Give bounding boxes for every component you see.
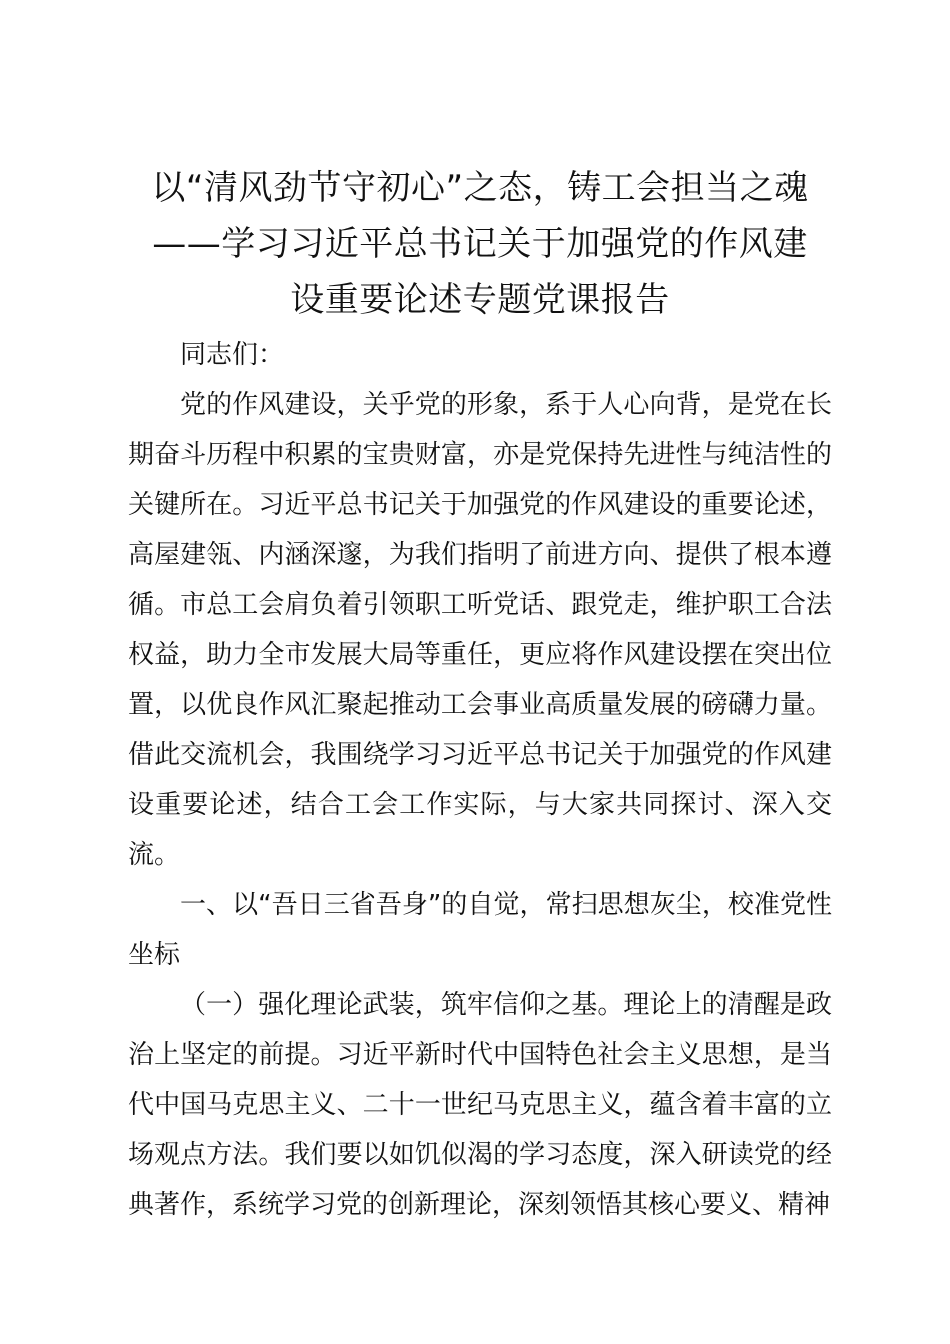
title-line-2: ——学习习近平总书记关于加强党的作风建 (152, 224, 808, 264)
section-heading-1: 一、以“吾日三省吾身”的自觉，常扫思想灰尘，校准党性坐标 (128, 890, 832, 970)
intro-paragraph: 党的作风建设，关乎党的形象，系于人心向背，是党在长期奋斗历程中积累的宝贵财富，亦是党保持先进性与纯洁性的关键所在。习近平总书记关于加强党的作风建设的重要论述，高屋建瓴、内涵深邃，为我们指明了前进方向、提供了根本遵循。市总工会肩负着引领职工听党话、跟党走，维护职工合法权益，助力全市发展大局等重任，更应将作风建设摆在突出位置，以优良作风汇聚起推动工会事业高质量发展的磅礴力量。借此交流机会，我围绕学习习近平总书记关于加强党的作风建设重要论述，结合工会工作实际，与大家共同探讨、深入交流。 (128, 390, 832, 870)
title-line-3: 设重要论述专题党课报告 (290, 280, 670, 320)
salutation: 同志们： (180, 340, 285, 370)
document-page (128, 160, 832, 1230)
title-line-1: 以“清风劲节守初心”之态，铸工会担当之魂 (151, 168, 809, 208)
document-title (128, 160, 832, 328)
subsection-paragraph-1: （一）强化理论武装，筑牢信仰之基。理论上的清醒是政治上坚定的前提。习近平新时代中国特色社会主义思想，是当代中国马克思主义、二十一世纪马克思主义，蕴含着丰富的立场观点方法。我们要以如饥似渴的学习态度，深入研读党的经典著作，系统学习党的创新理论，深刻领悟其核心要义、精神 (128, 990, 832, 1220)
document-body (128, 330, 832, 1230)
